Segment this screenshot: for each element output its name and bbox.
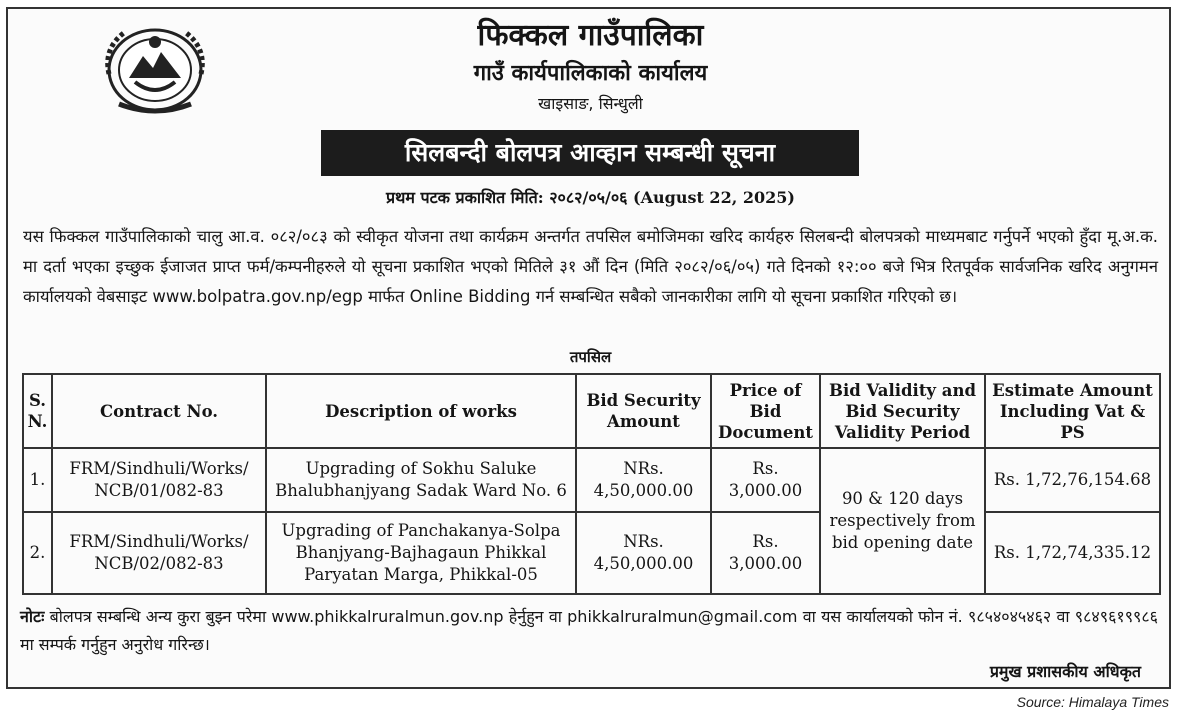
note-label: नोटः [20,607,45,626]
cell-sn: 2. [23,512,52,594]
table-caption: तपसिल [569,348,612,366]
cell-bid-security: NRs. 4,50,000.00 [576,512,711,594]
note-text: बोलपत्र सम्बन्धि अन्य कुरा बुझ्न परेमा www.phikkalruralmun.gov.np हेर्नुहुन वा phikkalruralmun@gmail.com वा यस कार्यालयको फोन नं. ९८५४०४५४६२ वा ९८४९६१९९८६ मा सम्पर्क गर्नुहुन अनुरोध गरिन्छ। [20,607,1158,654]
cell-estimate: Rs. 1,72,76,154.68 [985,448,1160,512]
notice-note [20,603,1158,659]
cell-estimate: Rs. 1,72,74,335.12 [985,512,1160,594]
office-name: गाउँ कार्यपालिकाको कार्यालय [473,61,708,86]
cell-validity: 90 & 120 days respectively from bid opening date [820,448,985,594]
cell-price: Rs. 3,000.00 [711,448,820,512]
signatory-title: प्रमुख प्रशासकीय अधिकृत [989,662,1141,681]
publication-date: प्रथम पटक प्रकाशित मिति: २०८२/०५/०६ (August 22, 2025) [386,188,795,207]
header-price: Price of Bid Document [711,374,820,448]
header-contract-no: Contract No. [52,374,266,448]
table-row [23,512,1160,594]
notice-title-banner: सिलबन्दी बोलपत्र आव्हान सम्बन्धी सूचना [321,130,859,176]
cell-sn: 1. [23,448,52,512]
header-estimate: Estimate Amount Including Vat & PS [985,374,1160,448]
cell-price: Rs. 3,000.00 [711,512,820,594]
municipality-name: फिक्कल गाउँपालिका [477,18,704,53]
cell-bid-security: NRs. 4,50,000.00 [576,448,711,512]
office-address: खाइसाङ, सिन्धुली [538,94,643,113]
header-description: Description of works [266,374,576,448]
cell-description: Upgrading of Sokhu Saluke Bhalubhanjyang Sadak Ward No. 6 [266,448,576,512]
header-validity: Bid Validity and Bid Security Validity Period [820,374,985,448]
header-bid-security: Bid Security Amount [576,374,711,448]
works-table [22,373,1161,595]
source-credit: Source: Himalaya Times [1016,694,1169,710]
notice-body: यस फिक्कल गाउँपालिकाको चालु आ.व. ०८२/०८३ को स्वीकृत योजना तथा कार्यक्रम अन्तर्गत तपसिल बमोजिमका खरिद कार्यहरु सिलबन्दी बोलपत्रको माध्यमबाट गर्नुपर्ने भएको हुँदा मू.अ.क. मा दर्ता भएका इच्छुक ईजाजत प्राप्त फर्म/कम्पनीहरुले यो सूचना प्रकाशित भएको मितिले ३१ औं दिन (मिति २०८२/०६/०५) गते दिनको १२:०० बजे भित्र रितपूर्वक सार्वजनिक खरिद अनुगमन कार्यालयको वेबसाइट www.bolpatra.gov.np/egp मार्फत Online Bidding गर्न सम्बन्धित सबैको जानकारीका लागि यो सूचना प्रकाशित गरिएको छ। [23,227,1158,306]
cell-description: Upgrading of Panchakanya-Solpa Bhanjyang-Bajhagaun Phikkal Paryatan Marga, Phikkal-05 [266,512,576,594]
table-row [23,448,1160,512]
header-sn: S. N. [23,374,52,448]
cell-contract-no: FRM/Sindhuli/Works/ NCB/02/082-83 [52,512,266,594]
table-header-row [23,374,1160,448]
cell-contract-no: FRM/Sindhuli/Works/ NCB/01/082-83 [52,448,266,512]
